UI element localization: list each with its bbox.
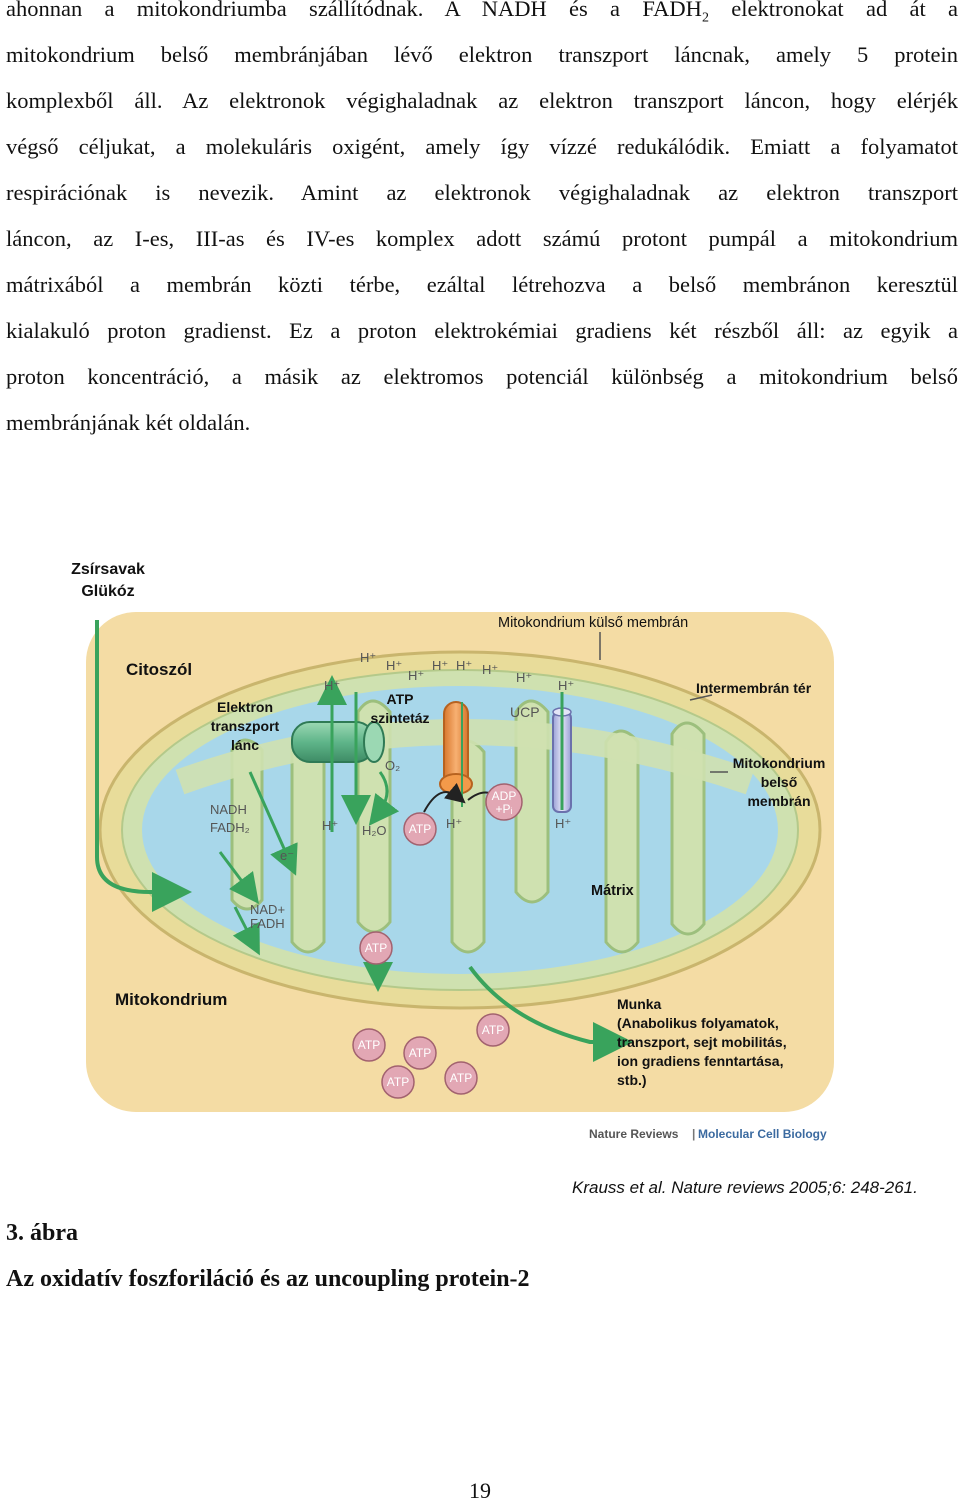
- text-line: végső céljukat, a molekuláris oxigént, amely így vízzé redukálódik. Emiatt a folyamatot: [6, 134, 958, 159]
- text-line: ahonnan a mitokondriumba szállítódnak. A NADH és a $FADH_2$ elektronokat ad át a: [6, 0, 959, 26]
- svg-text:+Pᵢ: +Pᵢ: [495, 802, 513, 816]
- text-line: membránjának két oldalán.: [6, 410, 251, 435]
- svg-text:O₂: O₂: [385, 758, 401, 773]
- svg-text:FADH₂: FADH₂: [210, 820, 250, 835]
- svg-text:H⁺: H⁺: [558, 678, 575, 693]
- fuel-label: Zsírsavak Glükóz: [71, 561, 145, 600]
- svg-text:H⁺: H⁺: [432, 658, 449, 673]
- text-line: komplexből áll. Az elektronok végighaladnak az elektron transzport láncon, hogy elérjék: [6, 88, 958, 113]
- inner-membrane-label: Mitokondrium belső membrán: [732, 755, 826, 809]
- svg-text:UCP: UCP: [510, 704, 540, 720]
- atp-molecule-5: [477, 1014, 509, 1046]
- svg-text:H⁺: H⁺: [482, 662, 499, 677]
- svg-text:ATP: ATP: [408, 1046, 432, 1060]
- atp-molecule-1: [404, 813, 436, 845]
- intermembrane-label: Intermembrán tér: [696, 680, 812, 696]
- svg-text:e⁻: e⁻: [280, 848, 295, 863]
- mitochondrion-label: Mitokondrium: [115, 990, 228, 1009]
- cytosol-label: Citoszól: [126, 660, 193, 679]
- atp-molecule-3: [353, 1029, 385, 1061]
- atp-molecule-7: [445, 1062, 477, 1094]
- svg-text:ATP: ATP: [481, 1023, 505, 1037]
- work-label: Munka (Anabolikus folyamatok, transzport, sejt mobilitás, ion gradiens fenntartása, stb.): [617, 996, 787, 1088]
- svg-text:FADH: FADH: [250, 916, 285, 931]
- svg-text:H⁺: H⁺: [516, 670, 533, 685]
- svg-text:ATP: ATP: [357, 1038, 381, 1052]
- svg-text:H⁺: H⁺: [322, 818, 339, 833]
- svg-text:H⁺: H⁺: [324, 678, 341, 693]
- journal-brand: [589, 1127, 827, 1141]
- svg-text:H₂O: H₂O: [362, 823, 387, 838]
- svg-text:H⁺: H⁺: [456, 658, 473, 673]
- figure-citation: Krauss et al. Nature reviews 2005;6: 248-261.: [572, 1178, 918, 1197]
- svg-text:NAD+: NAD+: [250, 902, 286, 917]
- svg-text:H⁺: H⁺: [408, 668, 425, 683]
- text-line: mitokondrium belső membránjában lévő elektron transzport láncnak, amely 5 protein: [6, 42, 958, 67]
- body-paragraph: [6, 0, 958, 446]
- mitochondrion-figure: [60, 552, 860, 1152]
- svg-text:Molecular Cell Biology: Molecular Cell Biology: [698, 1127, 827, 1141]
- matrix-label: Mátrix: [591, 883, 634, 899]
- etc-label: Elektron transzport lánc: [210, 699, 280, 753]
- svg-text:H⁺: H⁺: [555, 816, 572, 831]
- svg-text:ATP: ATP: [449, 1071, 473, 1085]
- svg-text:H⁺: H⁺: [446, 816, 463, 831]
- figure-title: Az oxidatív foszforiláció és az uncoupling protein-2: [6, 1266, 530, 1292]
- text-line: proton koncentráció, a másik az elektromos potenciál különbség a mitokondrium belső: [6, 364, 958, 389]
- atp-molecule-2: [360, 932, 392, 964]
- text-line: mátrixából a membrán közti térbe, ezáltal létrehozva a belső membránon keresztül: [6, 272, 958, 297]
- adp-molecule: [486, 784, 522, 820]
- text-line: kialakuló proton gradienst. Ez a proton elektrokémiai gradiens két részből áll: az egyik a: [6, 318, 958, 343]
- svg-text:Nature Reviews: Nature Reviews: [589, 1127, 679, 1141]
- atp-molecule-4: [404, 1037, 436, 1069]
- svg-text:ADP: ADP: [491, 789, 517, 803]
- svg-text:NADH: NADH: [210, 802, 247, 817]
- atp-synthase-label: ATP szintetáz: [370, 691, 430, 726]
- svg-text:H⁺: H⁺: [386, 658, 403, 673]
- svg-text:|: |: [692, 1127, 696, 1141]
- outer-membrane-label: Mitokondrium külső membrán: [498, 615, 689, 631]
- figure-number: 3. ábra: [6, 1220, 78, 1246]
- text-line: respirációnak is nevezik. Amint az elektronok végighaladnak az elektron transzport: [6, 180, 958, 205]
- svg-text:ATP: ATP: [408, 822, 432, 836]
- atp-molecule-6: [382, 1066, 414, 1098]
- svg-text:H⁺: H⁺: [360, 650, 377, 665]
- svg-text:ATP: ATP: [364, 941, 388, 955]
- text-line: láncon, az I-es, III-as és IV-es komplex adott számú protont pumpál a mitokondrium: [6, 226, 958, 251]
- svg-text:ATP: ATP: [386, 1075, 410, 1089]
- page-number: 19: [469, 1478, 491, 1503]
